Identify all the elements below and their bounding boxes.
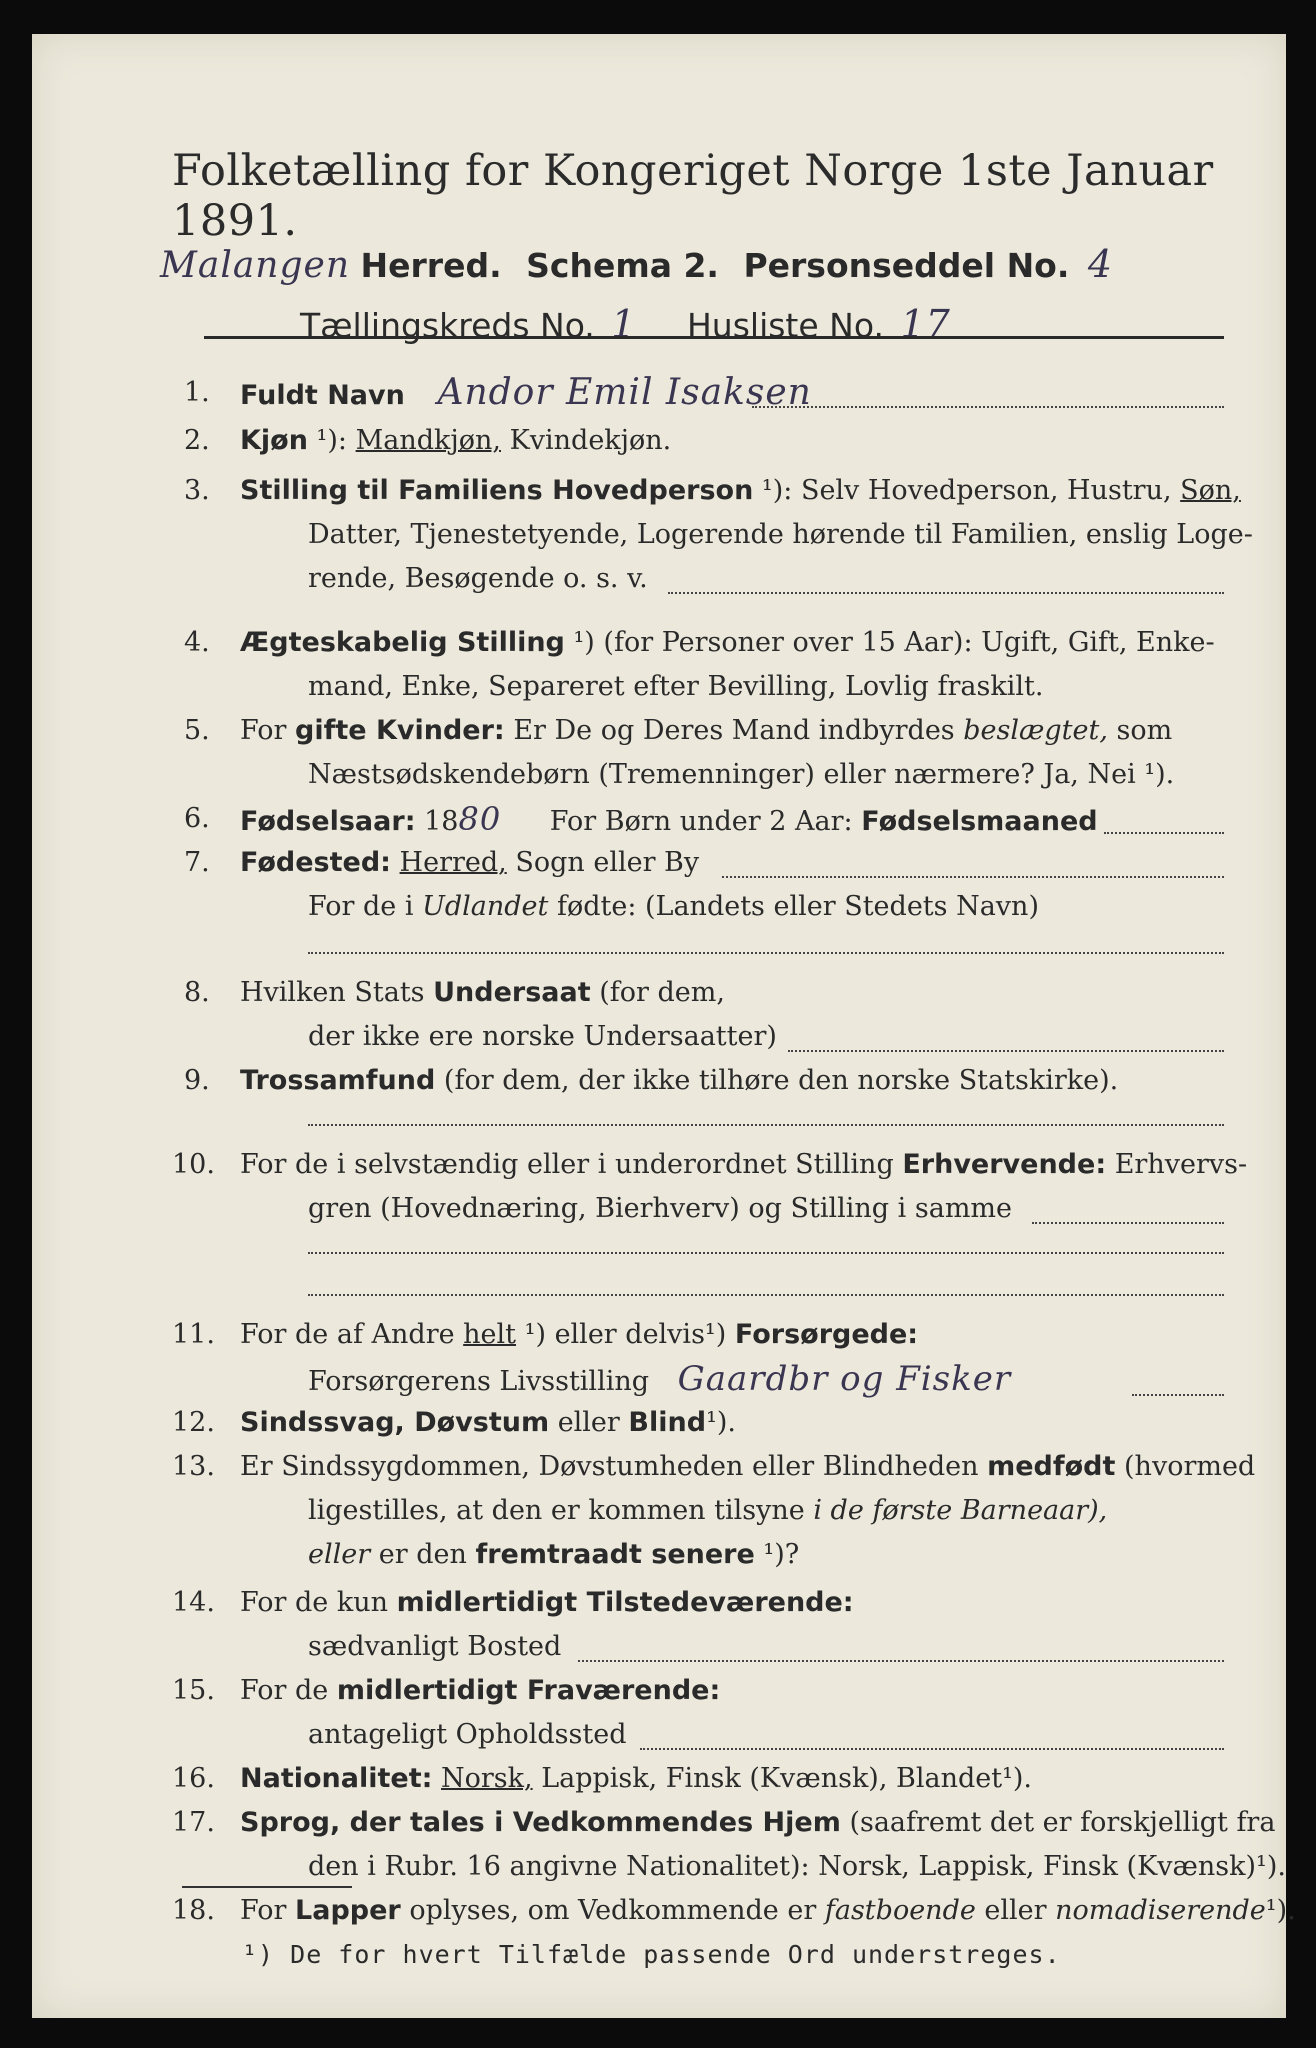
birth-month-label: Fødselsmaaned xyxy=(861,806,1098,837)
item-number: 17. xyxy=(172,1807,215,1838)
religion-text: (for dem, der ikke tilhøre den norske Statskirke). xyxy=(443,1065,1119,1096)
full-name-label: Fuldt Navn xyxy=(240,380,405,411)
married-women-row xyxy=(240,714,1172,748)
sami-nomad: nomadiserende xyxy=(1055,1895,1266,1926)
temp-absent-row xyxy=(240,1674,720,1708)
occupation-row xyxy=(240,1148,1247,1182)
religion-row xyxy=(240,1064,1118,1098)
nationality-norsk: Norsk, xyxy=(441,1763,533,1794)
birthplace-row xyxy=(240,846,699,880)
language-row xyxy=(240,1806,1275,1840)
dotted-fill xyxy=(1032,1222,1224,1224)
congenital-line3 xyxy=(308,1538,799,1572)
item-number: 6. xyxy=(184,803,210,834)
language-label: Sprog, der tales i Vedkommendes Hjem xyxy=(240,1807,841,1838)
item-number: 13. xyxy=(172,1451,215,1482)
temp-present-text: For de kun xyxy=(240,1587,388,1618)
personseddel-label: Personseddel No. xyxy=(743,246,1070,285)
supported-label: Forsørgede: xyxy=(734,1319,919,1350)
husliste-number: 17 xyxy=(900,302,951,346)
usual-residence-label: sædvanligt Bosted xyxy=(308,1631,562,1662)
nationality-options: Lappisk, Finsk (Kvænsk), Blandet¹). xyxy=(541,1763,1033,1794)
sex-label: Kjøn xyxy=(240,425,308,456)
header-rule xyxy=(204,336,1224,339)
taellingskreds-number: 1 xyxy=(611,302,637,346)
family-position-label: Stilling til Familiens Hovedperson xyxy=(240,475,754,506)
family-position-text: ¹): Selv Hovedperson, Hustru, xyxy=(761,475,1172,506)
herred-label: Herred. xyxy=(360,246,502,285)
family-position-row xyxy=(240,474,1241,508)
item-number: 4. xyxy=(184,627,210,658)
item-number: 9. xyxy=(184,1065,210,1096)
birth-year-label: Fødselsaar: xyxy=(240,806,416,837)
married-women-related: beslægtet, xyxy=(963,715,1108,746)
citizenship-text: Hvilken Stats xyxy=(240,977,425,1008)
language-line2: den i Rubr. 16 angivne Nationalitet): Norsk, Lappisk, Finsk (Kvænsk)¹). xyxy=(308,1851,1286,1882)
congenital-label: medfødt xyxy=(987,1451,1116,1482)
item-number: 18. xyxy=(172,1895,215,1926)
sami-text2: oplyses, om Vedkommende er xyxy=(409,1895,817,1926)
married-women-question: Er De og Deres Mand indbyrdes xyxy=(513,715,955,746)
sami-text: For xyxy=(240,1895,287,1926)
citizenship-label: Undersaat xyxy=(433,977,591,1008)
congenital-text: Er Sindssygdommen, Døvstumheden eller Blindheden xyxy=(240,1451,979,1482)
sami-fastboende: fastboende xyxy=(824,1895,976,1926)
item-number: 14. xyxy=(172,1587,215,1618)
sami-eller: eller xyxy=(984,1895,1047,1926)
temp-absent-label: midlertidigt Fraværende: xyxy=(336,1675,721,1706)
family-position-line2: Datter, Tjenestetyende, Logerende hørende til Familien, enslig Loge- xyxy=(308,519,1253,550)
congenital-later-label: fremtraadt senere xyxy=(475,1539,755,1570)
temp-present-row xyxy=(240,1586,854,1620)
item-number: 7. xyxy=(184,847,210,878)
birthplace-abroad-row xyxy=(308,890,1039,924)
dotted-fill xyxy=(752,406,1224,408)
item-number: 2. xyxy=(184,425,210,456)
whereabouts-label: antageligt Opholdssted xyxy=(308,1719,627,1750)
sex-male-option: Mandkjøn, xyxy=(355,425,501,456)
census-form xyxy=(32,34,1296,2018)
herred-name: Malangen xyxy=(160,245,351,286)
marital-label: Ægteskabelig Stilling xyxy=(240,627,565,658)
birth-year-answer: 80 xyxy=(458,800,502,838)
dotted-fill xyxy=(1104,832,1224,834)
taellingskreds-label: Tællingskreds No. xyxy=(300,306,595,345)
disability-sup: ¹). xyxy=(706,1407,737,1438)
item-number: 3. xyxy=(184,475,210,506)
dotted-fill xyxy=(788,1050,1224,1052)
occupation-label: Erhvervende: xyxy=(902,1149,1107,1180)
language-text: (saafremt det er forskjelligt fra xyxy=(849,1807,1276,1838)
dotted-fill xyxy=(308,952,1224,954)
item-number: 12. xyxy=(172,1407,215,1438)
item-number: 10. xyxy=(172,1149,215,1180)
birthplace-text: Sogn eller By xyxy=(515,847,700,878)
provider-answer: Gaardbr og Fisker xyxy=(677,1359,1012,1399)
dotted-fill xyxy=(1132,1394,1224,1396)
birthplace-abroad-text2: fødte: (Landets eller Stedets Navn) xyxy=(556,891,1039,922)
supported-text: For de af Andre xyxy=(240,1319,455,1350)
family-position-son: Søn, xyxy=(1180,475,1241,506)
nationality-label: Nationalitet: xyxy=(240,1763,433,1794)
schema-label: Schema 2. xyxy=(526,246,719,285)
supported-text2: ¹) eller delvis¹) xyxy=(524,1319,727,1350)
married-women-label: gifte Kvinder: xyxy=(295,715,505,746)
marital-text: ¹) (for Personer over 15 Aar): Ugift, Gift, Enke- xyxy=(573,627,1215,658)
married-women-som: som xyxy=(1116,715,1173,746)
birthplace-abroad-italic: Udlandet xyxy=(422,891,549,922)
dotted-fill xyxy=(578,1660,1224,1662)
supported-row xyxy=(240,1318,918,1352)
disability-blind: Blind xyxy=(628,1407,707,1438)
birthplace-label: Fødested: xyxy=(240,847,391,878)
item-number: 11. xyxy=(172,1319,215,1350)
nationality-row xyxy=(240,1762,1032,1796)
footnote-rule xyxy=(182,1886,352,1888)
disability-row xyxy=(240,1406,736,1440)
provider-row xyxy=(308,1359,1012,1399)
sami-row xyxy=(240,1894,1296,1928)
sami-label: Lapper xyxy=(295,1895,401,1926)
occupation-text: For de i selvstændig eller i underordnet Stilling xyxy=(240,1149,894,1180)
marital-line2: mand, Enke, Separeret efter Bevilling, Lovlig fraskilt. xyxy=(308,671,1044,702)
congenital-line2-italic: i de første Barneaar), xyxy=(813,1495,1108,1526)
provider-label: Forsørgerens Livsstilling xyxy=(308,1366,650,1397)
sex-row xyxy=(240,424,671,458)
birth-month-text: For Børn under 2 Aar: xyxy=(549,806,853,837)
item-number: 1. xyxy=(184,377,210,408)
married-women-line2: Næstsødskendebørn (Tremenninger) eller nærmere? Ja, Nei ¹). xyxy=(308,759,1175,790)
citizenship-row xyxy=(240,976,725,1010)
footnote: ¹) De for hvert Tilfælde passende Ord understreges. xyxy=(242,1940,1061,1969)
dotted-fill xyxy=(308,1252,1224,1254)
citizenship-text2: (for dem, xyxy=(599,977,725,1008)
temp-present-label: midlertidigt Tilstedeværende: xyxy=(396,1587,854,1618)
husliste-label: Husliste No. xyxy=(686,306,884,345)
header-row-herred xyxy=(160,242,1240,286)
header-row-kreds xyxy=(300,302,1200,346)
occupation-line2: gren (Hovednæring, Bierhverv) og Stilling i samme xyxy=(308,1193,1013,1224)
congenital-line3-text: er den xyxy=(378,1539,467,1570)
dotted-fill xyxy=(722,876,1224,878)
congenital-line2-text: ligestilles, at den er kommen tilsyne xyxy=(308,1495,805,1526)
dotted-fill xyxy=(308,1124,1224,1126)
congenital-sup: ¹)? xyxy=(763,1539,800,1570)
full-name-row xyxy=(240,372,812,413)
item-number: 15. xyxy=(172,1675,215,1706)
temp-absent-text: For de xyxy=(240,1675,329,1706)
religion-label: Trossamfund xyxy=(240,1065,436,1096)
congenital-line2 xyxy=(308,1494,1107,1528)
dotted-fill xyxy=(308,1294,1224,1296)
congenital-eller: eller xyxy=(308,1539,371,1570)
congenital-text2: (hvormed xyxy=(1124,1451,1256,1482)
marital-row xyxy=(240,626,1215,660)
personseddel-number: 4 xyxy=(1087,242,1114,286)
full-name-answer: Andor Emil Isaksen xyxy=(437,372,812,413)
birth-year-row xyxy=(240,802,1098,839)
birthplace-abroad-text: For de i xyxy=(308,891,414,922)
birth-year-prefix: 18 xyxy=(424,806,459,837)
occupation-text2: Erhvervs- xyxy=(1114,1149,1248,1180)
item-number: 8. xyxy=(184,977,210,1008)
item-number: 16. xyxy=(172,1763,215,1794)
congenital-row xyxy=(240,1450,1255,1484)
sex-sup: ¹): xyxy=(316,425,348,456)
citizenship-line2: der ikke ere norske Undersaatter) xyxy=(308,1021,777,1052)
disability-text: eller xyxy=(557,1407,620,1438)
supported-helt: helt xyxy=(463,1319,517,1350)
item-number: 5. xyxy=(184,715,210,746)
family-position-line3: rende, Besøgende o. s. v. xyxy=(308,563,648,594)
dotted-fill xyxy=(640,1748,1224,1750)
birthplace-herred: Herred, xyxy=(399,847,507,878)
sami-sup: ¹). xyxy=(1265,1895,1296,1926)
married-women-text: For xyxy=(240,715,287,746)
dotted-fill xyxy=(668,592,1224,594)
sex-female-option: Kvindekjøn. xyxy=(509,425,672,456)
form-title: Folketælling for Kongeriget Norge 1ste Januar 1891. xyxy=(172,146,1214,246)
disability-label: Sindssvag, Døvstum xyxy=(240,1407,550,1438)
